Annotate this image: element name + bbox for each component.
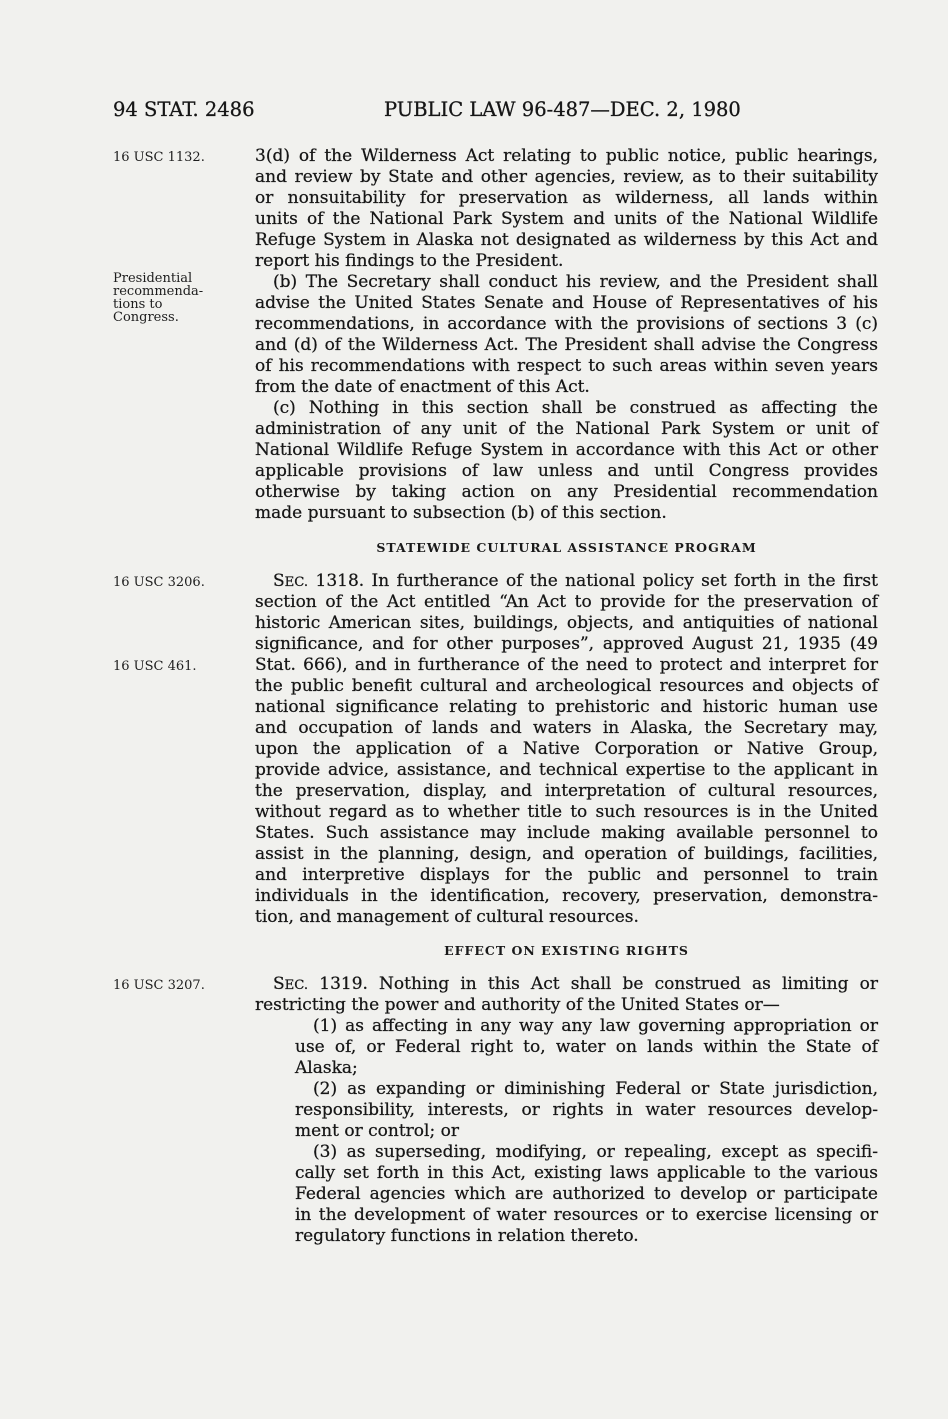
text-line: from the date of enactment of this Act. [255,377,590,397]
section-intro [255,974,878,1016]
section-label: SEC. [273,571,309,591]
margin-note-line: recommenda- [113,284,204,299]
margin-note-usc-3207: 16 USC 3207. [113,978,205,993]
text-line-content: 1318. In furtherance of the national policy set forth in the first [315,571,878,591]
clause-1 [255,1016,878,1079]
text-line: section of the Act entitled “An Act to provide for the preservation of [255,592,878,612]
text-line: (b) The Secretary shall conduct his review, and the President shall [273,272,878,292]
text-line: Federal agencies which are authorized to develop or participate [295,1184,878,1204]
text-line: units of the National Park System and units of the National Wildlife [255,209,878,229]
section-1318 [255,571,878,928]
section-heading-1318: STATEWIDE CULTURAL ASSISTANCE PROGRAM [376,540,757,555]
margin-note-usc-3206: 16 USC 3206. [113,575,205,590]
margin-note-line: Presidential [113,271,193,286]
text-line-content: 1319. Nothing in this Act shall be construed as limiting or [319,974,878,994]
text-line: and (d) of the Wilderness Act. The President shall advise the Congress [255,335,878,355]
paragraph-c [255,398,878,524]
text-line: regulatory functions in relation thereto. [295,1226,639,1246]
text-line: and occupation of lands and waters in Alaska, the Secretary may, [255,718,878,738]
text-line: cally set forth in this Act, existing laws applicable to the various [295,1163,878,1183]
text-line: restricting the power and authority of the United States or— [255,995,780,1015]
text-line: report his findings to the President. [255,251,564,271]
clause-2 [255,1079,878,1142]
text-line: the public benefit cultural and archeological resources and objects of [255,676,878,696]
text-line: recommendations, in accordance with the provisions of sections 3 (c) [255,314,878,334]
text-line: assist in the planning, design, and operation of buildings, facilities, [255,844,878,864]
continuation-section [255,146,878,524]
text-line: of his recommendations with respect to such areas within seven years [255,356,878,376]
text-line: 3(d) of the Wilderness Act relating to public notice, public hearings, [255,146,878,166]
text-line [255,571,878,592]
text-line: and review by State and other agencies, review, as to their suitability [255,167,878,187]
text-line: historic American sites, buildings, objects, and antiquities of national [255,613,878,633]
margin-note-usc-461: 16 USC 461. [113,659,197,674]
text-line: (1) as affecting in any way any law governing appropriation or [313,1016,878,1036]
statute-reference: 94 STAT. 2486 [113,98,255,121]
clause-3 [255,1142,878,1247]
margin-note-presidential [113,272,203,324]
text-line: and interpretive displays for the public and personnel to train [255,865,878,885]
section-1319 [255,974,878,1247]
text-line: (2) as expanding or diminishing Federal or State jurisdiction, [313,1079,878,1099]
text-line: upon the application of a Native Corporation or Native Group, [255,739,878,759]
text-line: Refuge System in Alaska not designated as wilderness by this Act and [255,230,878,250]
text-line: advise the United States Senate and House of Representatives of his [255,293,878,313]
text-line: Alaska; [295,1058,358,1078]
text-line: (3) as superseding, modifying, or repealing, except as specifi- [313,1142,878,1162]
text-line: States. Such assistance may include making available personnel to [255,823,878,843]
text-line: made pursuant to subsection (b) of this section. [255,503,667,523]
text-line: without regard as to whether title to such resources is in the United [255,802,878,822]
paragraph-a [255,146,878,272]
text-line: ment or control; or [295,1121,459,1141]
text-line: significance, and for other purposes”, approved August 21, 1935 (49 [255,634,878,654]
text-line: in the development of water resources or to exercise licensing or [295,1205,878,1225]
text-line: (c) Nothing in this section shall be construed as affecting the [273,398,878,418]
section-heading-1319: EFFECT ON EXISTING RIGHTS [444,943,689,958]
text-line: national significance relating to prehistoric and historic human use [255,697,878,717]
text-line [255,974,878,995]
paragraph-b [255,272,878,398]
margin-note-line: Congress. [113,310,179,325]
running-title: PUBLIC LAW 96-487—DEC. 2, 1980 [384,98,741,121]
text-line: individuals in the identification, recovery, preservation, demonstra- [255,886,878,906]
text-line: tion, and management of cultural resources. [255,907,639,927]
text-line: administration of any unit of the National Park System or unit of [255,419,878,439]
text-line: responsibility, interests, or rights in water resources develop- [295,1100,878,1120]
text-line: otherwise by taking action on any Presidential recommendation [255,482,878,502]
margin-note-line: tions to [113,297,163,312]
text-line: applicable provisions of law unless and until Congress provides [255,461,878,481]
margin-note-usc-1132: 16 USC 1132. [113,150,205,165]
text-line: or nonsuitability for preservation as wilderness, all lands within [255,188,878,208]
text-line: provide advice, assistance, and technical expertise to the applicant in [255,760,878,780]
text-line: Stat. 666), and in furtherance of the need to protect and interpret for [255,655,878,675]
section-label: SEC. [273,974,309,994]
text-line: National Wildlife Refuge System in accordance with this Act or other [255,440,878,460]
text-line: use of, or Federal right to, water on lands within the State of [295,1037,878,1057]
text-line: the preservation, display, and interpretation of cultural resources, [255,781,878,801]
